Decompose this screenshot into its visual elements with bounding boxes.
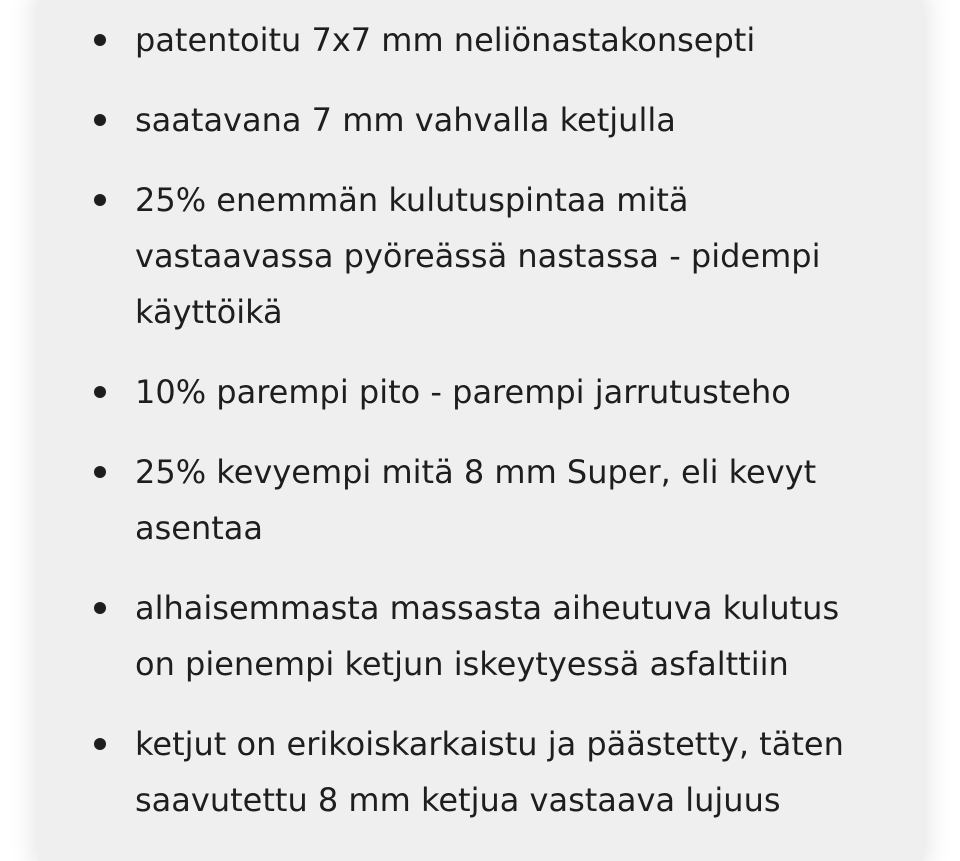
feature-list [38, 12, 923, 852]
feature-text: alhaisemmasta massasta aiheutuva kulutus on pienempi ketjun iskeytyessä asfalttiin [135, 589, 840, 683]
bullet-icon [94, 602, 106, 614]
bullet-icon [94, 386, 106, 398]
bullet-icon [94, 466, 106, 478]
feature-text: saatavana 7 mm vahvalla ketjulla [135, 101, 676, 139]
bullet-icon [94, 738, 106, 750]
feature-text: 25% kevyempi mitä 8 mm Super, eli kevyt asentaa [135, 453, 817, 547]
bullet-icon [94, 194, 106, 206]
feature-item [38, 444, 923, 556]
feature-item [38, 364, 923, 420]
bullet-icon [94, 114, 106, 126]
feature-item [38, 172, 923, 340]
feature-text: 10% parempi pito - parempi jarrutusteho [135, 373, 791, 411]
feature-text: patentoitu 7x7 mm neliönastakonsepti [135, 21, 756, 59]
feature-item [38, 580, 923, 692]
content-card [38, 0, 923, 861]
feature-item [38, 716, 923, 828]
feature-text: 25% enemmän kulutuspintaa mitä vastaavassa pyöreässä nastassa - pidempi käyttöikä [135, 181, 821, 331]
feature-item [38, 12, 923, 68]
bullet-icon [94, 34, 106, 46]
feature-item [38, 92, 923, 148]
feature-text: ketjut on erikoiskarkaistu ja päästetty, täten saavutettu 8 mm ketjua vastaava lujuus [135, 725, 844, 819]
